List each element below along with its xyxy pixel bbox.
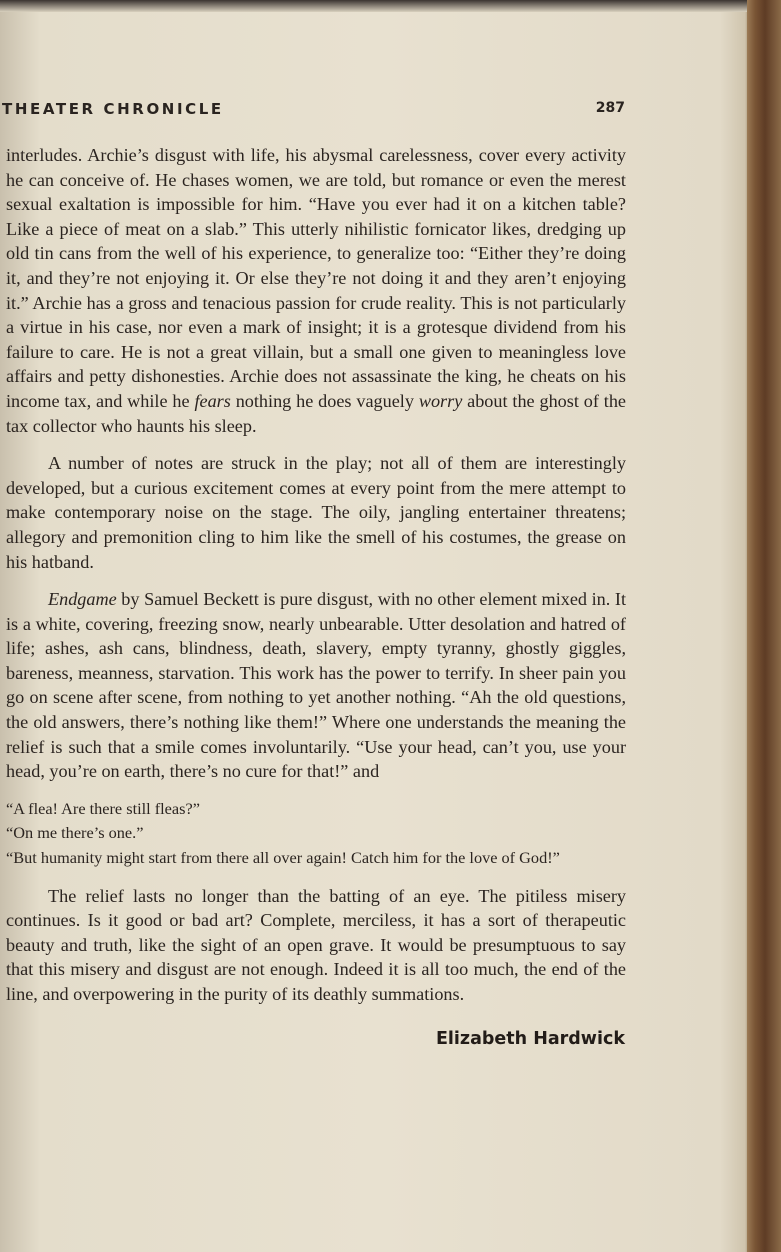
italic-fears: fears bbox=[194, 390, 231, 411]
paragraph-text: by Samuel Beckett is pure disgust, with no other element mixed in. It is a white, covering, freezing snow, nearly unbearable. Utter desolation and hatred of life; ashes, ash cans, blindness, death, slavery, empty tyranny, ghostly giggles, bareness, meanness, starvation. This work has the power to terrify. In sheer pain you go on scene after scene, from nothing to yet another nothing. “Ah the old questions, the old answers, there’s nothing like them!” Where one understands the meaning the relief is such that a smile comes involuntarily. “Use your head, can’t you, use your head, you’re on earth, there’s no cure for that!” and bbox=[6, 589, 626, 782]
quote-line: “A flea! Are there still fleas?” bbox=[6, 798, 200, 818]
block-quote bbox=[6, 797, 626, 871]
running-header-title: THEATER CHRONICLE bbox=[2, 100, 224, 118]
book-spine-edge bbox=[747, 0, 781, 1252]
paragraph-text: about the ghost of the tax collector who haunts his sleep. bbox=[6, 390, 626, 436]
article-body bbox=[6, 143, 626, 1007]
paragraph-archie bbox=[6, 143, 626, 438]
quote-line: “On me there’s one.” bbox=[6, 823, 144, 843]
paragraph-text: nothing he does vaguely bbox=[230, 390, 419, 411]
running-header bbox=[0, 98, 625, 122]
page-top-shadow bbox=[0, 0, 781, 12]
page-number: 287 bbox=[595, 100, 625, 116]
italic-worry: worry bbox=[418, 390, 463, 411]
quote-line: “But humanity might start from there all over again! Catch him for the love of God!” bbox=[6, 848, 560, 868]
paragraph-endgame bbox=[6, 587, 626, 784]
paragraph-notes: A number of notes are struck in the play; not all of them are interestingly developed, but a curious excitement comes at every point from the mere attempt to make contemporary noise on the stage. The oily, jangling entertainer threatens; allegory and premonition cling to him like the smell of his costumes, the grease on his hatband. bbox=[6, 453, 626, 572]
paragraph-text: interludes. Archie’s disgust with life, his abysmal carelessness, cover every activity he can conceive of. He chases women, we are told, but romance or even the merest sexual exaltation is impossible for him. “Have you ever had it on a kitchen table? Like a piece of meat on a slab.” This utterly nihilistic fornicator likes, dredging up old tin cans from the well of his experience, to generalize too: “Either they’re doing it, and they’re not enjoying it. Or else they’re not doing it and they aren’t enjoying it.” Archie has a gross and tenacious passion for crude reality. This is not particularly a virtue in his case, nor even a mark of insight; it is a grotesque dividend from his failure to care. He is not a great villain, but a small one given to meaningless love affairs and petty dishonesties. Archie does not assassinate the king, he cheats on his income tax, and while he bbox=[6, 145, 626, 411]
paragraph-relief: The relief lasts no longer than the batting of an eye. The pitiless misery continues. Is it good or bad art? Complete, merciless, it has a sort of therapeutic beauty and truth, like the sight of an open grave. It would be presumptuous to say that this misery and disgust are not enough. Indeed it is all too much, the end of the line, and overpowering in the purity of its deathly summations. bbox=[6, 885, 626, 1004]
author-signature: Elizabeth Hardwick bbox=[435, 1029, 625, 1049]
italic-endgame-title: Endgame bbox=[48, 589, 117, 610]
